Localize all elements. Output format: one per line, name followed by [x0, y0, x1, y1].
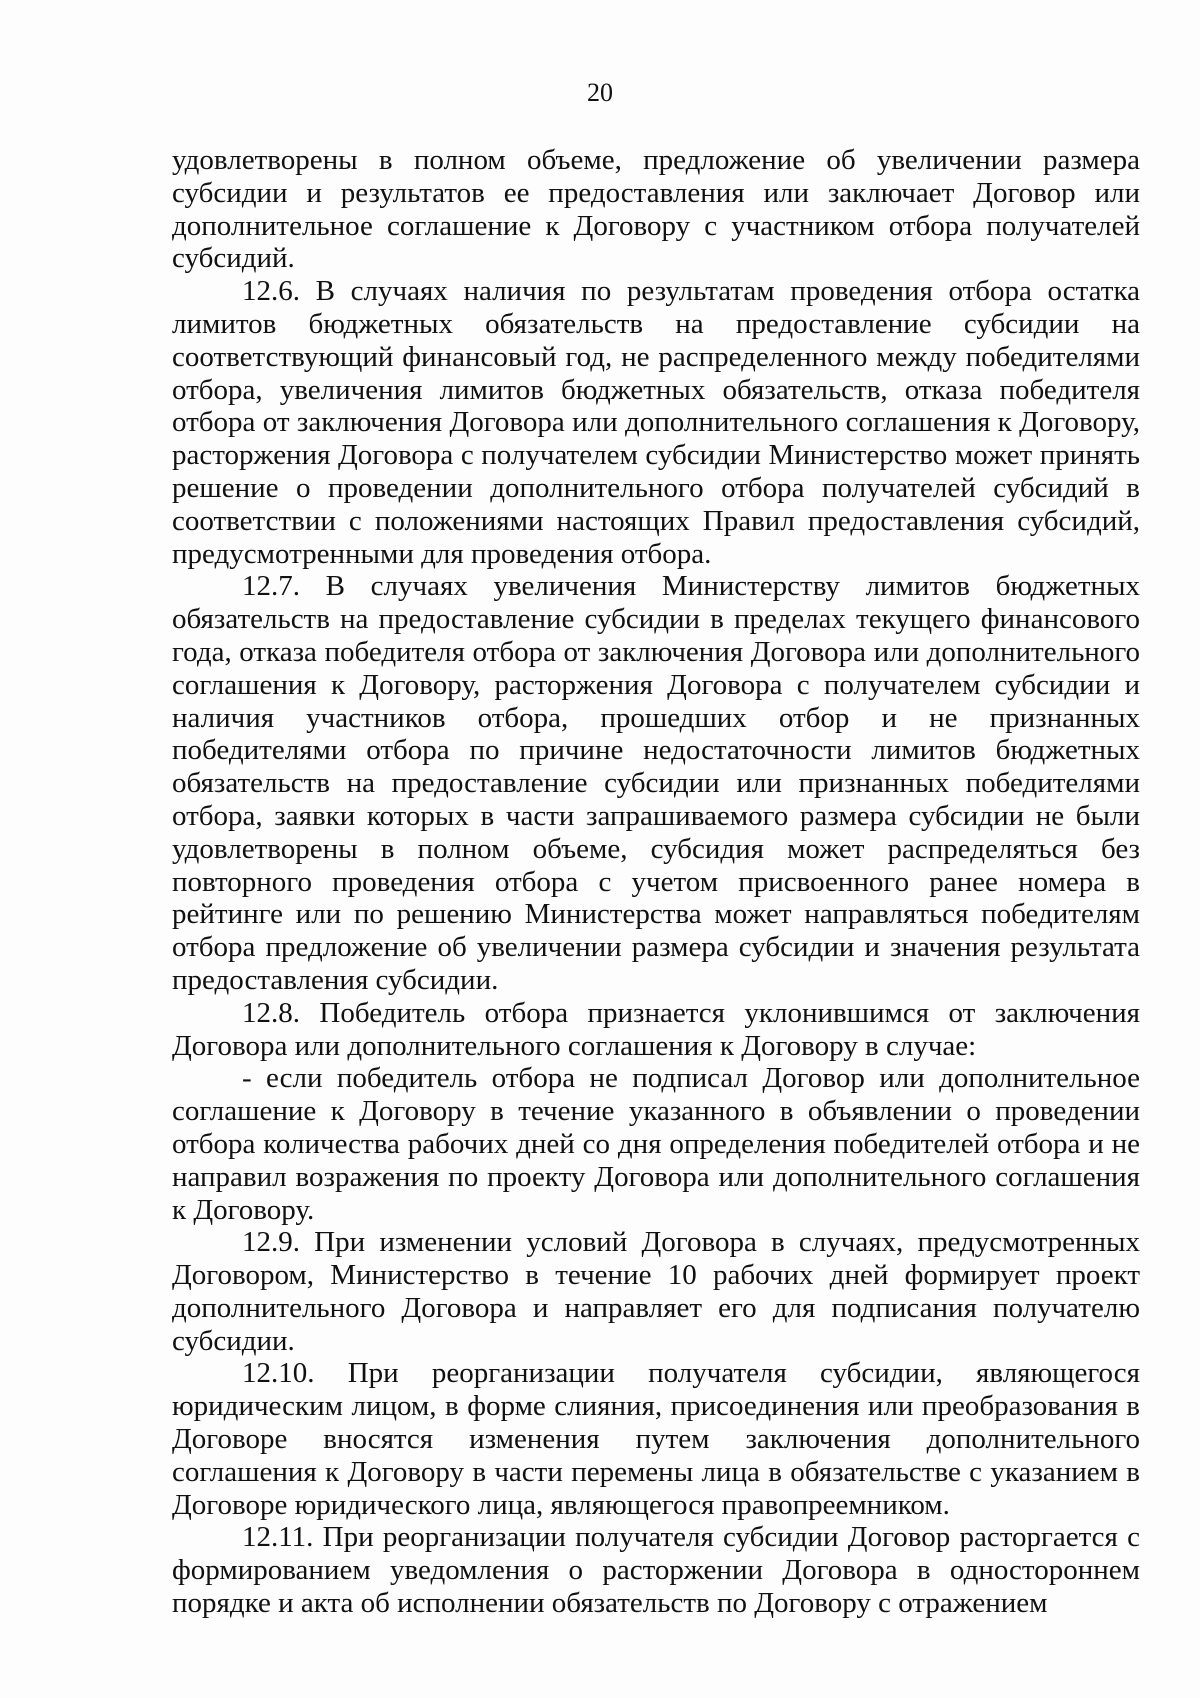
paragraph: 12.7. В случаях увеличения Министерству лимитов бюджетных обязательств на предоставление субсидии в пределах текущего финансового года, отказа победителя отбора от заключения Договора или дополнительного соглашения к Договору, расторжения Договора с получателем субсидии и наличия участников отбора, прошедших отбор и не признанных победителями отбора по причине недостаточности лимитов бюджетных обязательств на предоставление субсидии или признанных победителями отбора, заявки которых в части запрашиваемого размера субсидии не были удовлетворены в полном объеме, субсидия может распределяться без повторного проведения отбора с учетом присвоенного ранее номера в рейтинге или по решению Министерства может направляться победителям отбора предложение об увеличении размера субсидии и значения результата предоставления субсидии.: [172, 570, 1140, 996]
paragraph: - если победитель отбора не подписал Договор или дополнительное соглашение к Договору в течение указанного в объявлении о проведении отбора количества рабочих дней со дня определения победителей отбора и не направил возражения по проекту Договора или дополнительного соглашения к Договору.: [172, 1062, 1140, 1226]
paragraph: 12.11. При реорганизации получателя субсидии Договор расторгается с формированием уведомления о расторжении Договора в одностороннем порядке и акта об исполнении обязательств по Договору с отражением: [172, 1521, 1140, 1620]
page-number: 20: [587, 78, 613, 107]
paragraph: удовлетворены в полном объеме, предложение об увеличении размера субсидии и результатов ее предоставления или заключает Договор или дополнительное соглашение к Договору с участником отбора получателей субсидий.: [172, 144, 1140, 275]
paragraph: 12.10. При реорганизации получателя субсидии, являющегося юридическим лицом, в форме слияния, присоединения или преобразования в Договоре вносятся изменения путем заключения дополнительного соглашения к Договору в части перемены лица в обязательстве с указанием в Договоре юридического лица, являющегося правопреемником.: [172, 1357, 1140, 1521]
paragraph: 12.6. В случаях наличия по результатам проведения отбора остатка лимитов бюджетных обязательств на предоставление субсидии на соответствующий финансовый год, не распределенного между победителями отбора, увеличения лимитов бюджетных обязательств, отказа победителя отбора от заключения Договора или дополнительного соглашения к Договору, расторжения Договора с получателем субсидии Министерство может принять решение о проведении дополнительного отбора получателей субсидий в соответствии с положениями настоящих Правил предоставления субсидий, предусмотренными для проведения отбора.: [172, 275, 1140, 570]
paragraph: 12.8. Победитель отбора признается уклонившимся от заключения Договора или дополнительного соглашения к Договору в случае:: [172, 996, 1140, 1062]
paragraph: 12.9. При изменении условий Договора в случаях, предусмотренных Договором, Министерство в течение 10 рабочих дней формирует проект дополнительного Договора и направляет его для подписания получателю субсидии.: [172, 1226, 1140, 1357]
body-text: [172, 144, 1140, 1620]
